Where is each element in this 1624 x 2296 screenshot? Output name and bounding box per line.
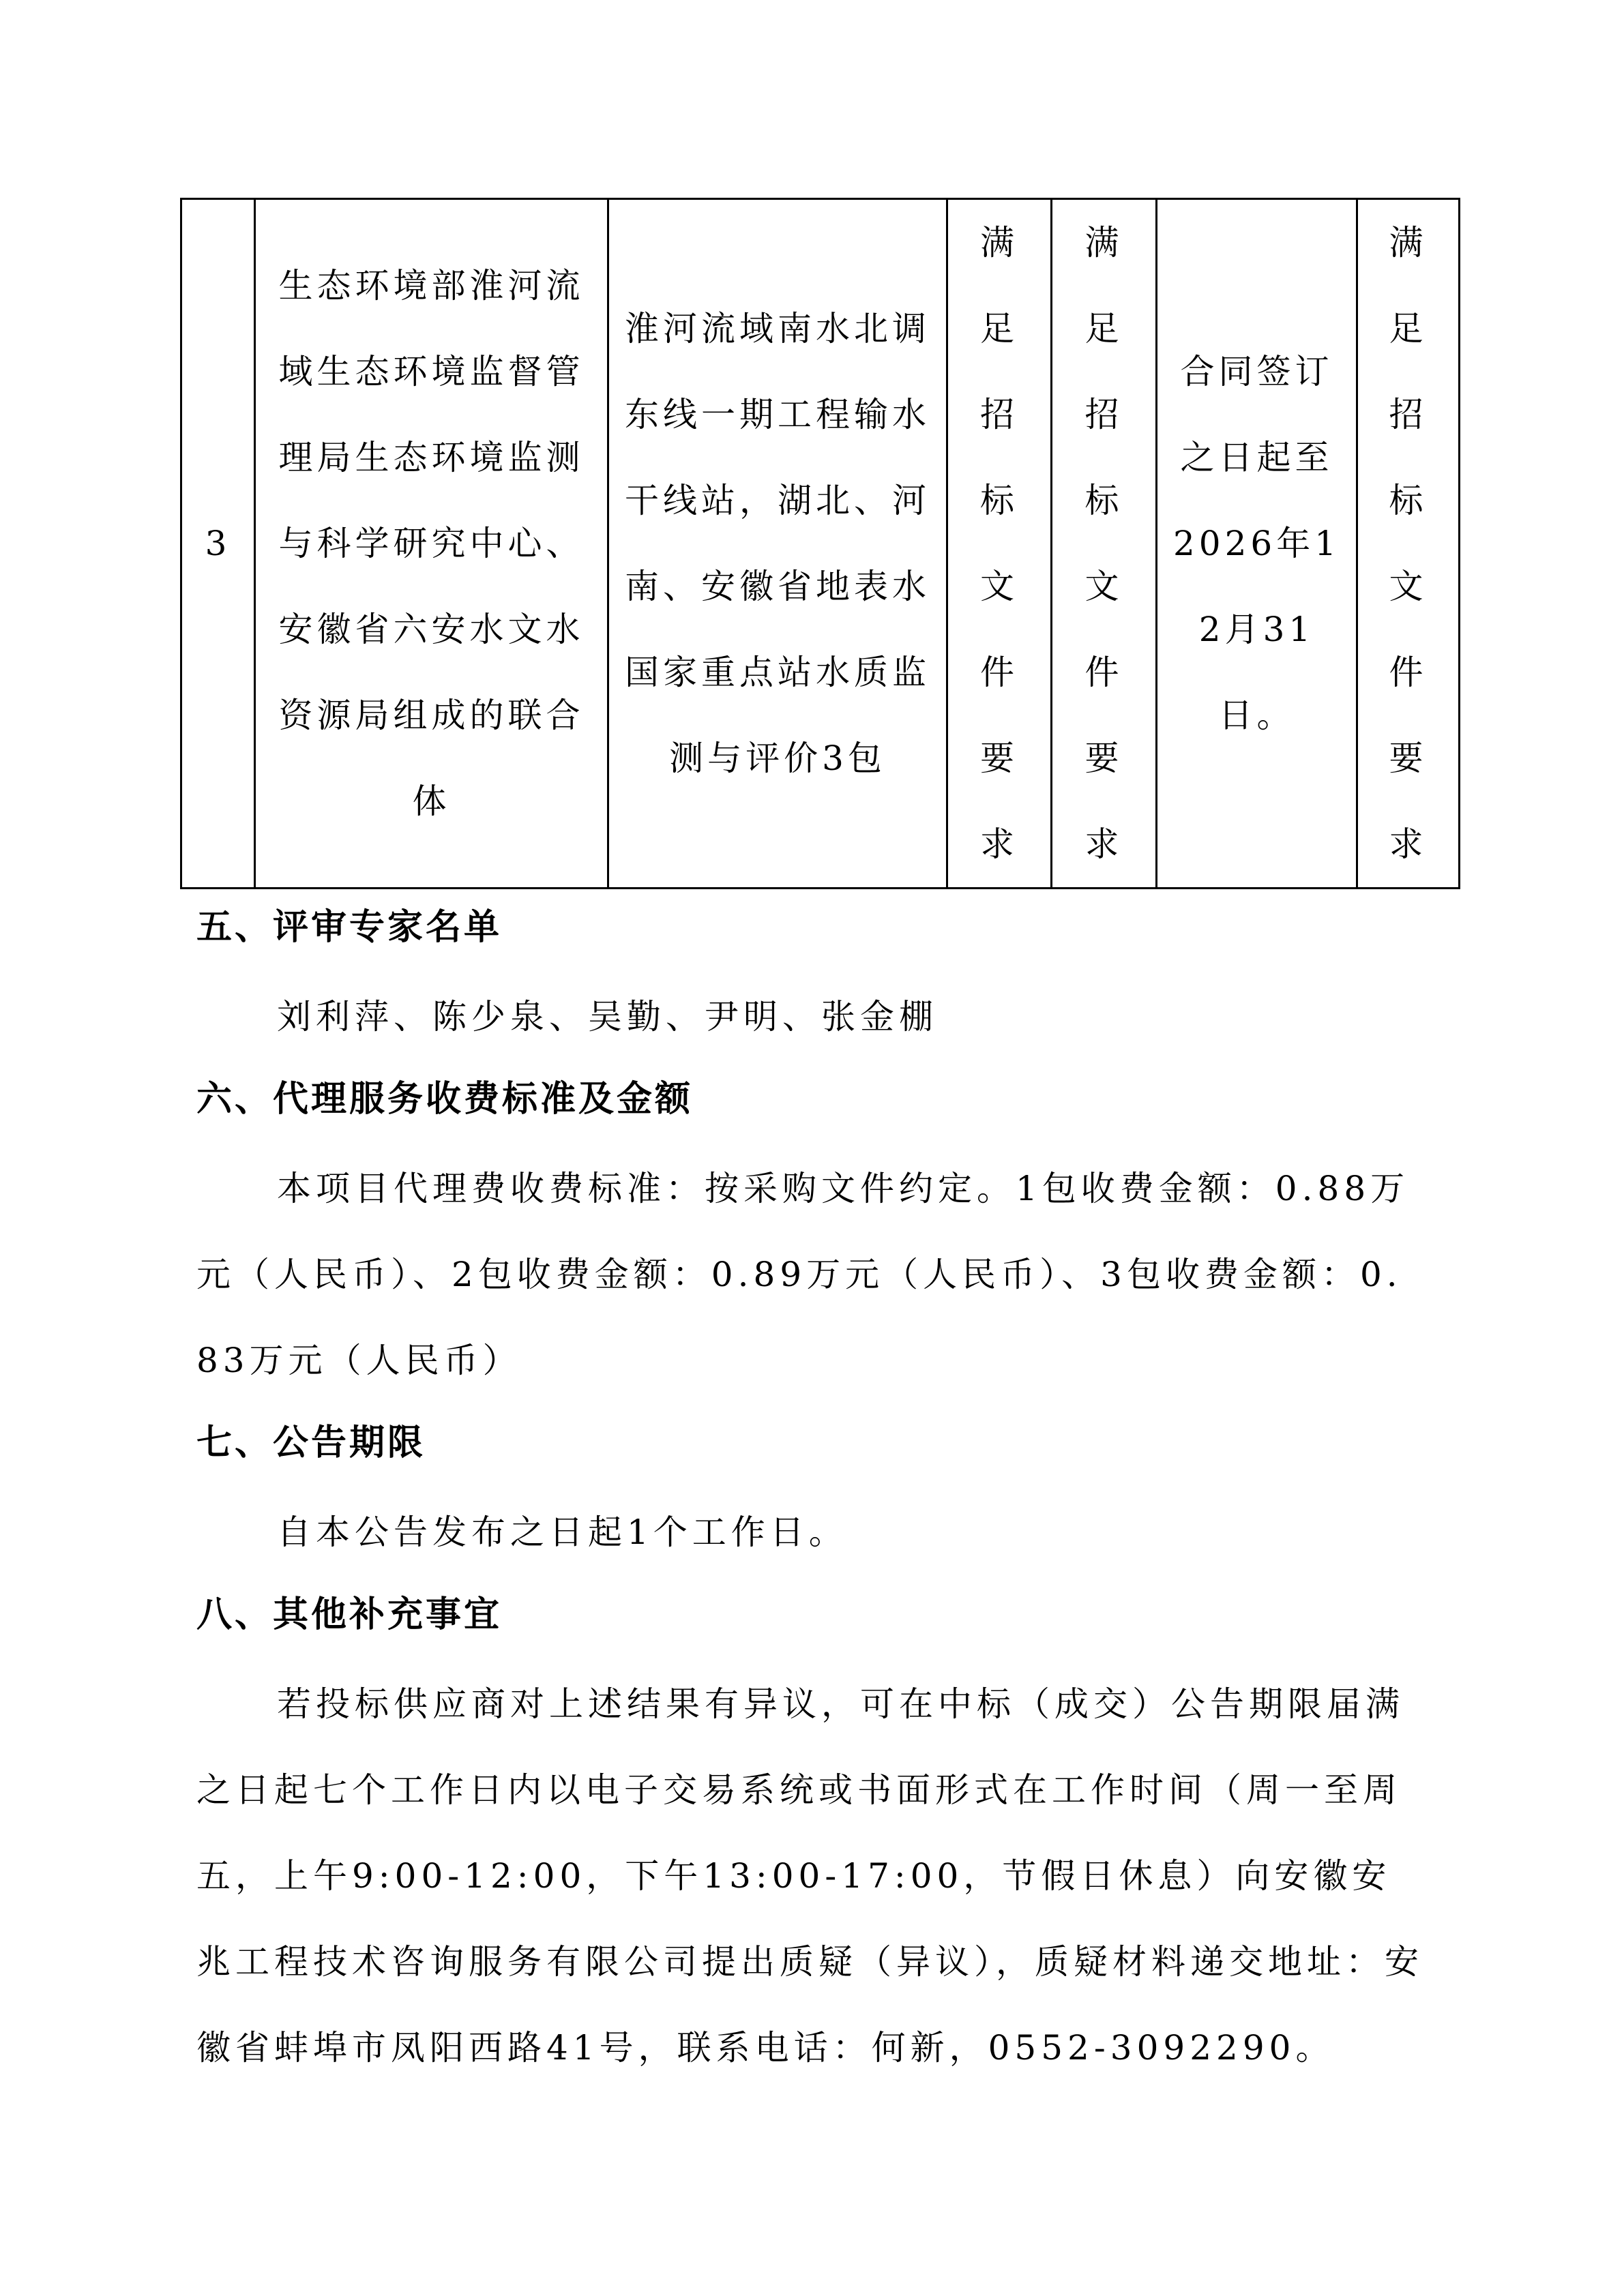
result-table [180,198,1460,889]
table-row [181,199,1460,889]
section-6-title: 六、代理服务收费标准及金额 [196,1079,694,1120]
requirement-cell-c [1357,199,1460,889]
supplier-cell [255,199,608,889]
requirement-cell-a [947,199,1052,889]
section-7-body: 自本公告发布之日起1个工作日。 [277,1512,848,1552]
project-name: 淮河流域南水北调东线一期工程输水干线站，湖北、河南、安徽省地表水国家重点站水质监测与评价3包 [625,309,930,778]
project-cell [608,199,947,889]
requirement-text-b: 满足招标文件要求 [1084,223,1123,864]
section-7-title: 七、公告期限 [196,1422,426,1463]
section-8-title: 八、其他补充事宜 [196,1594,503,1635]
section-8-body: 若投标供应商对上述结果有异议，可在中标（成交）公告期限届满之日起七个工作日内以电子交易系统或书面形式在工作时间（周一至周五，上午9:00-12:00，下午13:00-17:00，节假日休息）向安徽安兆工程技术咨询服务有限公司提出质疑（异议），质疑材料递交地址：安徽省蚌埠市凤阳西路41号，联系电话：何新，0552-3092290。 [196,1684,1423,2068]
requirement-text-a: 满足招标文件要求 [980,223,1018,864]
supplier-name: 生态环境部淮河流域生态环境监督管理局生态环境监测与科学研究中心、安徽省六安水文水资源局组成的联合体 [278,266,585,821]
section-6-body: 本项目代理费收费标准：按采购文件约定。1包收费金额：0.88万元（人民币）、2包收费金额：0.89万元（人民币）、3包收费金额：0.83万元（人民币） [196,1169,1410,1380]
row-index: 3 [181,199,255,889]
section-5-body: 刘利萍、陈少泉、吴勤、尹明、张金棚 [277,997,938,1037]
section-5-title: 五、评审专家名单 [196,907,503,948]
requirement-cell-b [1052,199,1157,889]
requirement-text-c: 满足招标文件要求 [1389,223,1428,864]
service-period: 合同签订之日起至2026年12月31日。 [1172,352,1341,735]
period-cell [1157,199,1357,889]
